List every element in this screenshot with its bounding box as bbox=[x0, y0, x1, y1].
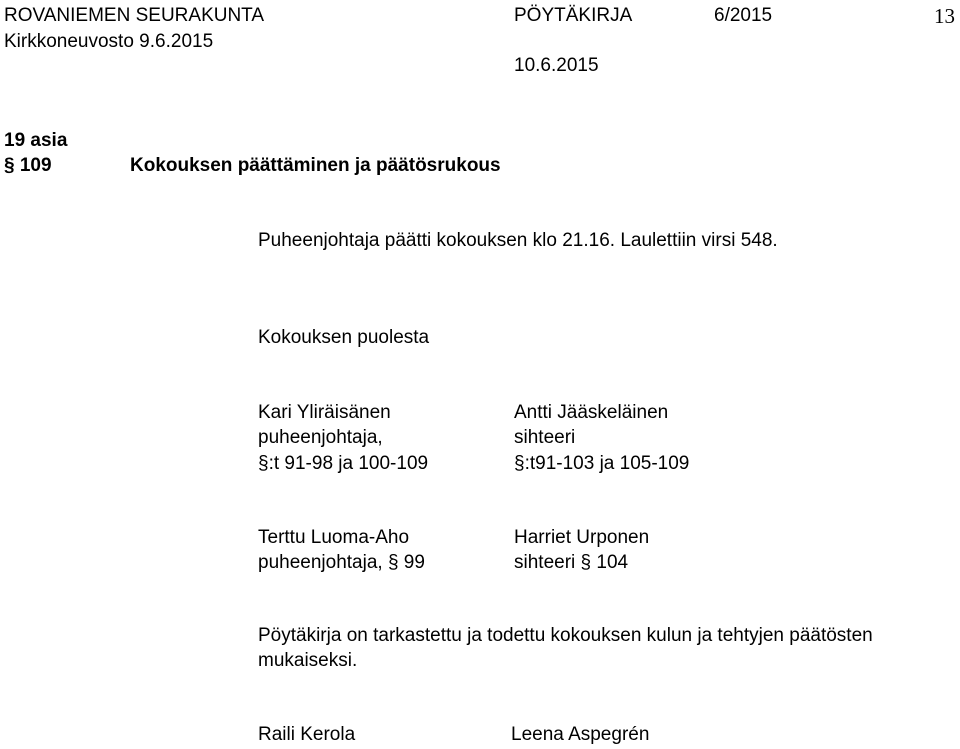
section-title: Kokouksen päättäminen ja päätösrukous bbox=[130, 155, 501, 176]
signatory-role: puheenjohtaja, bbox=[258, 552, 383, 573]
signatory-role-sections: puheenjohtaja, § 99 bbox=[258, 552, 425, 573]
signatory-role-sections: sihteeri § 104 bbox=[514, 552, 629, 573]
signatory-sections: §:t 91-98 ja 100-109 bbox=[258, 453, 429, 474]
document-type: PÖYTÄKIRJA bbox=[514, 5, 633, 26]
section-number: 109 bbox=[19, 155, 52, 176]
org-name: ROVANIEMEN SEURAKUNTA bbox=[4, 5, 265, 26]
section-range: :t 91-98 ja 100-109 bbox=[268, 453, 429, 474]
section-heading bbox=[4, 153, 52, 179]
signatory-name: Harriet Urponen bbox=[514, 527, 650, 548]
signatory-role: sihteeri bbox=[514, 552, 576, 573]
section-range: 99 bbox=[403, 552, 425, 573]
signatory-name: Terttu Luoma-Aho bbox=[258, 527, 410, 548]
on-behalf-label: Kokouksen puolesta bbox=[258, 327, 430, 348]
page-number: 13 bbox=[934, 4, 955, 28]
section-range: 104 bbox=[596, 552, 629, 573]
meeting-body: Kirkkoneuvosto 9.6.2015 bbox=[4, 31, 214, 52]
agenda-number: 19 asia bbox=[4, 130, 68, 151]
inspector-name: Leena Aspegrén bbox=[511, 724, 650, 745]
document-number: 6/2015 bbox=[714, 5, 773, 26]
inspection-statement-line2: mukaiseksi. bbox=[258, 650, 358, 671]
section-range: :t91-103 ja 105-109 bbox=[524, 453, 690, 474]
signatory-sections: §:t91-103 ja 105-109 bbox=[514, 453, 690, 474]
signatory-name: Antti Jääskeläinen bbox=[514, 402, 669, 423]
closing-paragraph: Puheenjohtaja päätti kokouksen klo 21.16. Laulettiin virsi 548. bbox=[258, 230, 778, 251]
section-symbol: § bbox=[4, 155, 15, 176]
document-date: 10.6.2015 bbox=[514, 55, 599, 76]
signatory-name: Kari Yliräisänen bbox=[258, 402, 391, 423]
signatory-role: sihteeri bbox=[514, 427, 576, 448]
signatory-role: puheenjohtaja, bbox=[258, 427, 383, 448]
inspector-name: Raili Kerola bbox=[258, 724, 356, 745]
inspection-statement-line1: Pöytäkirja on tarkastettu ja todettu kokouksen kulun ja tehtyjen päätösten bbox=[258, 625, 873, 646]
